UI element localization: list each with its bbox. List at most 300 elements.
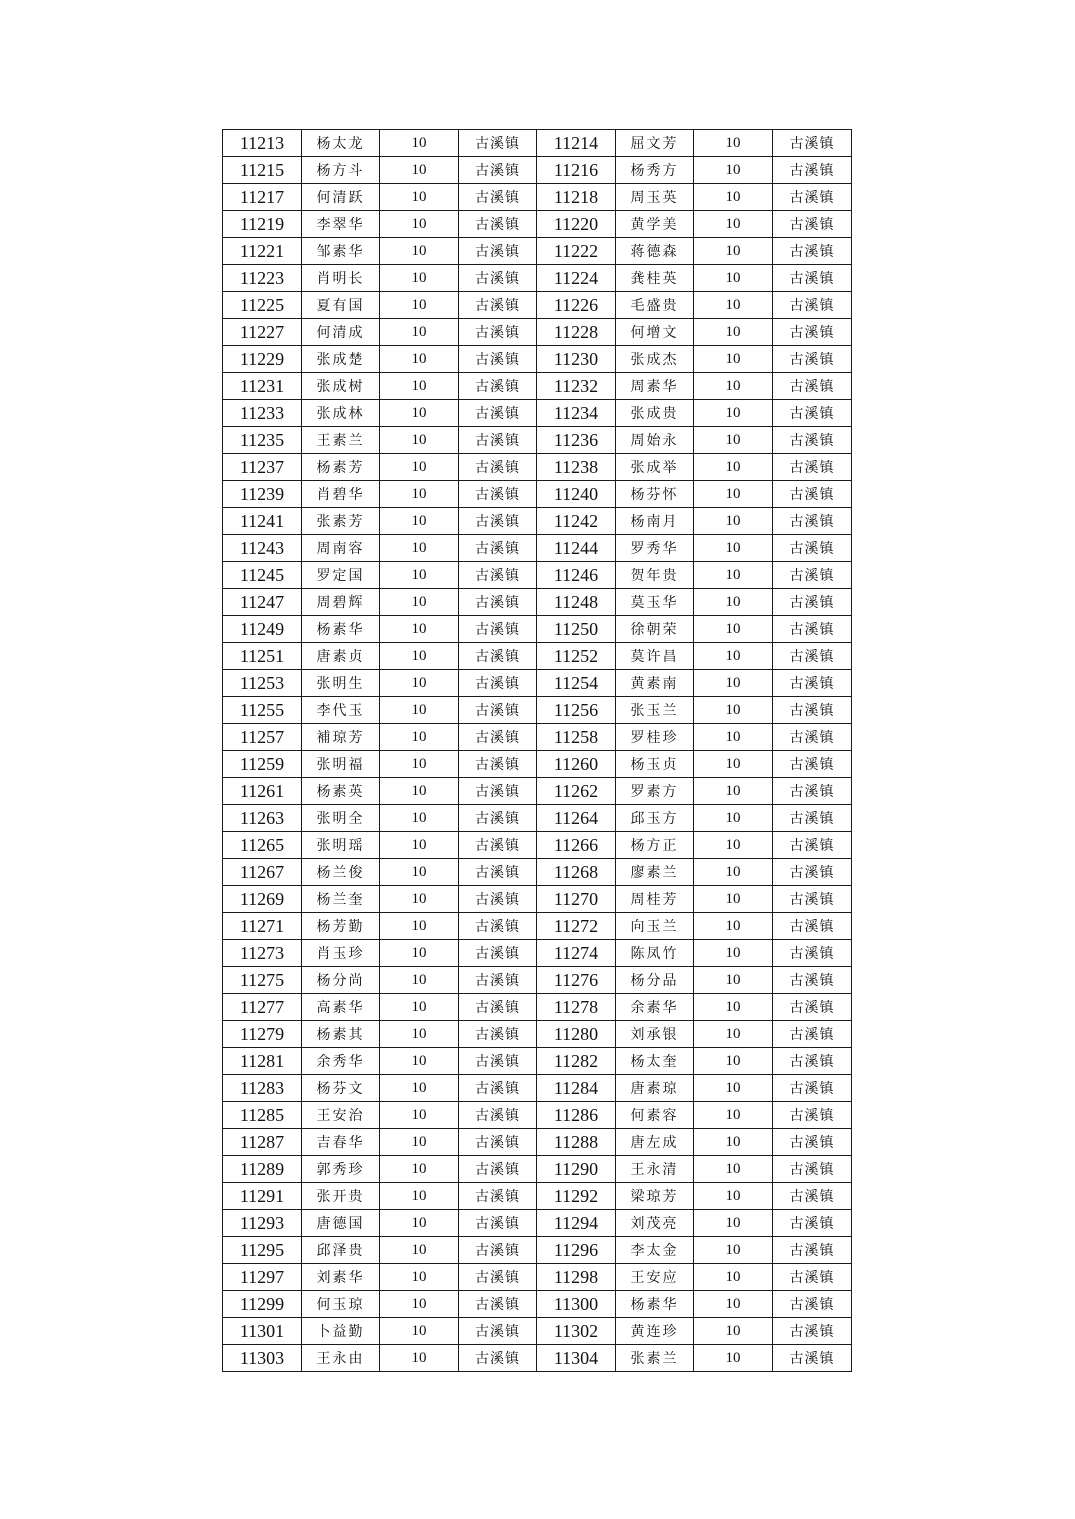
record-id-cell: 11237 [223,454,302,481]
amount-cell: 10 [694,859,773,886]
town-cell: 古溪镇 [773,616,852,643]
town-cell: 古溪镇 [459,616,537,643]
name-cell: 周南容 [302,535,380,562]
amount-cell: 10 [380,454,459,481]
record-id-cell: 11230 [537,346,616,373]
town-cell: 古溪镇 [459,994,537,1021]
name-cell: 莫玉华 [616,589,694,616]
amount-cell: 10 [380,751,459,778]
name-cell: 张成杰 [616,346,694,373]
table-row [223,1183,852,1210]
amount-cell: 10 [694,1291,773,1318]
record-id-cell: 11227 [223,319,302,346]
name-cell: 杨太龙 [302,130,380,157]
table-row [223,1156,852,1183]
name-cell: 何素容 [616,1102,694,1129]
town-cell: 古溪镇 [773,427,852,454]
town-cell: 古溪镇 [459,346,537,373]
town-cell: 古溪镇 [773,184,852,211]
town-cell: 古溪镇 [773,670,852,697]
record-id-cell: 11259 [223,751,302,778]
amount-cell: 10 [694,940,773,967]
amount-cell: 10 [694,292,773,319]
amount-cell: 10 [694,724,773,751]
town-cell: 古溪镇 [459,1021,537,1048]
name-cell: 杨分品 [616,967,694,994]
amount-cell: 10 [694,346,773,373]
town-cell: 古溪镇 [773,454,852,481]
town-cell: 古溪镇 [773,994,852,1021]
name-cell: 莫许昌 [616,643,694,670]
record-id-cell: 11294 [537,1210,616,1237]
amount-cell: 10 [380,481,459,508]
record-id-cell: 11273 [223,940,302,967]
table-row [223,265,852,292]
name-cell: 夏有国 [302,292,380,319]
town-cell: 古溪镇 [459,535,537,562]
record-id-cell: 11228 [537,319,616,346]
town-cell: 古溪镇 [459,184,537,211]
amount-cell: 10 [380,292,459,319]
record-id-cell: 11261 [223,778,302,805]
name-cell: 黄学美 [616,211,694,238]
record-id-cell: 11255 [223,697,302,724]
town-cell: 古溪镇 [773,373,852,400]
town-cell: 古溪镇 [773,1183,852,1210]
town-cell: 古溪镇 [773,1237,852,1264]
amount-cell: 10 [694,805,773,832]
record-id-cell: 11220 [537,211,616,238]
record-id-cell: 11213 [223,130,302,157]
table-row [223,562,852,589]
name-cell: 邱玉方 [616,805,694,832]
amount-cell: 10 [380,346,459,373]
name-cell: 卜益勤 [302,1318,380,1345]
record-id-cell: 11233 [223,400,302,427]
table-row [223,400,852,427]
record-id-cell: 11304 [537,1345,616,1372]
name-cell: 张明瑶 [302,832,380,859]
amount-cell: 10 [694,643,773,670]
amount-cell: 10 [380,1318,459,1345]
record-id-cell: 11221 [223,238,302,265]
town-cell: 古溪镇 [459,427,537,454]
table-row [223,832,852,859]
amount-cell: 10 [380,373,459,400]
table-row [223,481,852,508]
amount-cell: 10 [694,1318,773,1345]
amount-cell: 10 [694,1102,773,1129]
table-row [223,535,852,562]
record-id-cell: 11272 [537,913,616,940]
amount-cell: 10 [380,1021,459,1048]
name-cell: 肖玉珍 [302,940,380,967]
town-cell: 古溪镇 [773,481,852,508]
record-id-cell: 11245 [223,562,302,589]
amount-cell: 10 [694,427,773,454]
record-id-cell: 11231 [223,373,302,400]
table-row [223,886,852,913]
record-id-cell: 11256 [537,697,616,724]
town-cell: 古溪镇 [773,211,852,238]
amount-cell: 10 [694,832,773,859]
record-id-cell: 11218 [537,184,616,211]
table-row [223,1318,852,1345]
amount-cell: 10 [694,778,773,805]
amount-cell: 10 [380,643,459,670]
amount-cell: 10 [380,913,459,940]
amount-cell: 10 [694,967,773,994]
name-cell: 唐素琼 [616,1075,694,1102]
town-cell: 古溪镇 [773,1021,852,1048]
record-id-cell: 11298 [537,1264,616,1291]
name-cell: 贺年贵 [616,562,694,589]
name-cell: 刘素华 [302,1264,380,1291]
amount-cell: 10 [694,1237,773,1264]
town-cell: 古溪镇 [459,1318,537,1345]
amount-cell: 10 [694,319,773,346]
town-cell: 古溪镇 [773,832,852,859]
record-id-cell: 11291 [223,1183,302,1210]
record-id-cell: 11257 [223,724,302,751]
town-cell: 古溪镇 [459,832,537,859]
record-id-cell: 11253 [223,670,302,697]
town-cell: 古溪镇 [459,967,537,994]
town-cell: 古溪镇 [773,1048,852,1075]
amount-cell: 10 [694,454,773,481]
town-cell: 古溪镇 [459,859,537,886]
town-cell: 古溪镇 [459,589,537,616]
table-row [223,319,852,346]
record-id-cell: 11226 [537,292,616,319]
name-cell: 周碧辉 [302,589,380,616]
record-id-cell: 11236 [537,427,616,454]
town-cell: 古溪镇 [459,265,537,292]
record-id-cell: 11283 [223,1075,302,1102]
amount-cell: 10 [380,1237,459,1264]
table-row [223,778,852,805]
record-id-cell: 11266 [537,832,616,859]
name-cell: 杨分尚 [302,967,380,994]
amount-cell: 10 [380,1102,459,1129]
name-cell: 王素兰 [302,427,380,454]
town-cell: 古溪镇 [459,697,537,724]
record-id-cell: 11244 [537,535,616,562]
name-cell: 罗素方 [616,778,694,805]
record-id-cell: 11286 [537,1102,616,1129]
amount-cell: 10 [694,211,773,238]
name-cell: 张成树 [302,373,380,400]
record-id-cell: 11299 [223,1291,302,1318]
town-cell: 古溪镇 [459,319,537,346]
table-row [223,1102,852,1129]
table-row [223,1075,852,1102]
amount-cell: 10 [694,562,773,589]
name-cell: 廖素兰 [616,859,694,886]
table-row [223,427,852,454]
record-id-cell: 11268 [537,859,616,886]
name-cell: 张成楚 [302,346,380,373]
town-cell: 古溪镇 [773,1129,852,1156]
name-cell: 杨方正 [616,832,694,859]
amount-cell: 10 [694,238,773,265]
name-cell: 张成举 [616,454,694,481]
town-cell: 古溪镇 [459,886,537,913]
town-cell: 古溪镇 [459,1048,537,1075]
town-cell: 古溪镇 [773,157,852,184]
town-cell: 古溪镇 [459,508,537,535]
record-id-cell: 11241 [223,508,302,535]
table-body [223,130,852,1372]
name-cell: 何清跃 [302,184,380,211]
amount-cell: 10 [694,1264,773,1291]
table-row [223,346,852,373]
name-cell: 张开贵 [302,1183,380,1210]
amount-cell: 10 [694,1345,773,1372]
town-cell: 古溪镇 [773,724,852,751]
town-cell: 古溪镇 [459,751,537,778]
town-cell: 古溪镇 [459,1183,537,1210]
record-id-cell: 11276 [537,967,616,994]
name-cell: 邹素华 [302,238,380,265]
town-cell: 古溪镇 [773,319,852,346]
town-cell: 古溪镇 [459,1075,537,1102]
amount-cell: 10 [380,967,459,994]
name-cell: 杨兰奎 [302,886,380,913]
amount-cell: 10 [380,319,459,346]
record-id-cell: 11263 [223,805,302,832]
amount-cell: 10 [694,1021,773,1048]
town-cell: 古溪镇 [459,1237,537,1264]
table-row [223,184,852,211]
amount-cell: 10 [380,265,459,292]
town-cell: 古溪镇 [459,670,537,697]
amount-cell: 10 [694,508,773,535]
town-cell: 古溪镇 [459,130,537,157]
record-id-cell: 11250 [537,616,616,643]
amount-cell: 10 [694,157,773,184]
name-cell: 補琼芳 [302,724,380,751]
amount-cell: 10 [380,238,459,265]
record-id-cell: 11302 [537,1318,616,1345]
name-cell: 周玉英 [616,184,694,211]
record-id-cell: 11216 [537,157,616,184]
amount-cell: 10 [380,157,459,184]
name-cell: 刘茂亮 [616,1210,694,1237]
town-cell: 古溪镇 [459,805,537,832]
table-row [223,1129,852,1156]
amount-cell: 10 [380,940,459,967]
record-id-cell: 11225 [223,292,302,319]
name-cell: 杨玉贞 [616,751,694,778]
amount-cell: 10 [694,751,773,778]
record-id-cell: 11293 [223,1210,302,1237]
record-id-cell: 11222 [537,238,616,265]
town-cell: 古溪镇 [459,454,537,481]
town-cell: 古溪镇 [459,913,537,940]
beneficiary-table [222,129,852,1372]
name-cell: 余秀华 [302,1048,380,1075]
name-cell: 杨芳勤 [302,913,380,940]
amount-cell: 10 [694,697,773,724]
name-cell: 陈凤竹 [616,940,694,967]
name-cell: 张明全 [302,805,380,832]
name-cell: 杨素芳 [302,454,380,481]
record-id-cell: 11282 [537,1048,616,1075]
record-id-cell: 11265 [223,832,302,859]
name-cell: 蒋德森 [616,238,694,265]
table-row [223,211,852,238]
name-cell: 杨素华 [616,1291,694,1318]
town-cell: 古溪镇 [459,643,537,670]
name-cell: 唐左成 [616,1129,694,1156]
town-cell: 古溪镇 [773,535,852,562]
record-id-cell: 11289 [223,1156,302,1183]
record-id-cell: 11229 [223,346,302,373]
record-id-cell: 11254 [537,670,616,697]
table-row [223,373,852,400]
town-cell: 古溪镇 [773,562,852,589]
name-cell: 罗桂珍 [616,724,694,751]
town-cell: 古溪镇 [773,589,852,616]
record-id-cell: 11248 [537,589,616,616]
amount-cell: 10 [380,859,459,886]
record-id-cell: 11285 [223,1102,302,1129]
amount-cell: 10 [380,427,459,454]
name-cell: 唐德国 [302,1210,380,1237]
record-id-cell: 11223 [223,265,302,292]
town-cell: 古溪镇 [773,508,852,535]
amount-cell: 10 [380,805,459,832]
name-cell: 龚桂英 [616,265,694,292]
table-row [223,1345,852,1372]
amount-cell: 10 [380,994,459,1021]
town-cell: 古溪镇 [773,1075,852,1102]
table-row [223,940,852,967]
amount-cell: 10 [380,616,459,643]
record-id-cell: 11297 [223,1264,302,1291]
amount-cell: 10 [380,697,459,724]
record-id-cell: 11219 [223,211,302,238]
table-row [223,670,852,697]
table-row [223,589,852,616]
name-cell: 杨太奎 [616,1048,694,1075]
name-cell: 屈文芳 [616,130,694,157]
record-id-cell: 11278 [537,994,616,1021]
record-id-cell: 11280 [537,1021,616,1048]
amount-cell: 10 [380,535,459,562]
amount-cell: 10 [694,535,773,562]
town-cell: 古溪镇 [773,346,852,373]
town-cell: 古溪镇 [459,292,537,319]
record-id-cell: 11224 [537,265,616,292]
town-cell: 古溪镇 [773,913,852,940]
name-cell: 王永由 [302,1345,380,1372]
name-cell: 何增文 [616,319,694,346]
name-cell: 张成林 [302,400,380,427]
record-id-cell: 11215 [223,157,302,184]
record-id-cell: 11279 [223,1021,302,1048]
town-cell: 古溪镇 [459,1291,537,1318]
town-cell: 古溪镇 [459,940,537,967]
town-cell: 古溪镇 [773,1264,852,1291]
town-cell: 古溪镇 [773,778,852,805]
amount-cell: 10 [694,1075,773,1102]
name-cell: 周桂芳 [616,886,694,913]
name-cell: 杨素其 [302,1021,380,1048]
record-id-cell: 11246 [537,562,616,589]
amount-cell: 10 [380,886,459,913]
amount-cell: 10 [694,1129,773,1156]
town-cell: 古溪镇 [459,238,537,265]
table-row [223,913,852,940]
record-id-cell: 11251 [223,643,302,670]
amount-cell: 10 [694,481,773,508]
town-cell: 古溪镇 [773,1156,852,1183]
record-id-cell: 11292 [537,1183,616,1210]
record-id-cell: 11301 [223,1318,302,1345]
name-cell: 周素华 [616,373,694,400]
amount-cell: 10 [380,1345,459,1372]
record-id-cell: 11262 [537,778,616,805]
amount-cell: 10 [380,184,459,211]
name-cell: 罗秀华 [616,535,694,562]
table-row [223,724,852,751]
table-row [223,130,852,157]
record-id-cell: 11247 [223,589,302,616]
name-cell: 张明福 [302,751,380,778]
name-cell: 肖碧华 [302,481,380,508]
amount-cell: 10 [694,994,773,1021]
table-row [223,1291,852,1318]
name-cell: 何清成 [302,319,380,346]
town-cell: 古溪镇 [459,1156,537,1183]
town-cell: 古溪镇 [459,481,537,508]
amount-cell: 10 [380,1048,459,1075]
table-row [223,643,852,670]
record-id-cell: 11303 [223,1345,302,1372]
table-row [223,1048,852,1075]
amount-cell: 10 [380,1291,459,1318]
amount-cell: 10 [380,1129,459,1156]
record-id-cell: 11217 [223,184,302,211]
amount-cell: 10 [380,400,459,427]
town-cell: 古溪镇 [773,859,852,886]
name-cell: 杨南月 [616,508,694,535]
town-cell: 古溪镇 [773,292,852,319]
table-row [223,454,852,481]
name-cell: 刘承银 [616,1021,694,1048]
record-id-cell: 11258 [537,724,616,751]
table-row [223,1021,852,1048]
name-cell: 余素华 [616,994,694,1021]
record-id-cell: 11284 [537,1075,616,1102]
name-cell: 王安应 [616,1264,694,1291]
name-cell: 李翠华 [302,211,380,238]
table-row [223,292,852,319]
amount-cell: 10 [380,211,459,238]
amount-cell: 10 [380,832,459,859]
name-cell: 周始永 [616,427,694,454]
town-cell: 古溪镇 [459,373,537,400]
name-cell: 梁琼芳 [616,1183,694,1210]
record-id-cell: 11295 [223,1237,302,1264]
town-cell: 古溪镇 [459,562,537,589]
name-cell: 何玉琼 [302,1291,380,1318]
name-cell: 肖明长 [302,265,380,292]
amount-cell: 10 [380,1210,459,1237]
record-id-cell: 11269 [223,886,302,913]
